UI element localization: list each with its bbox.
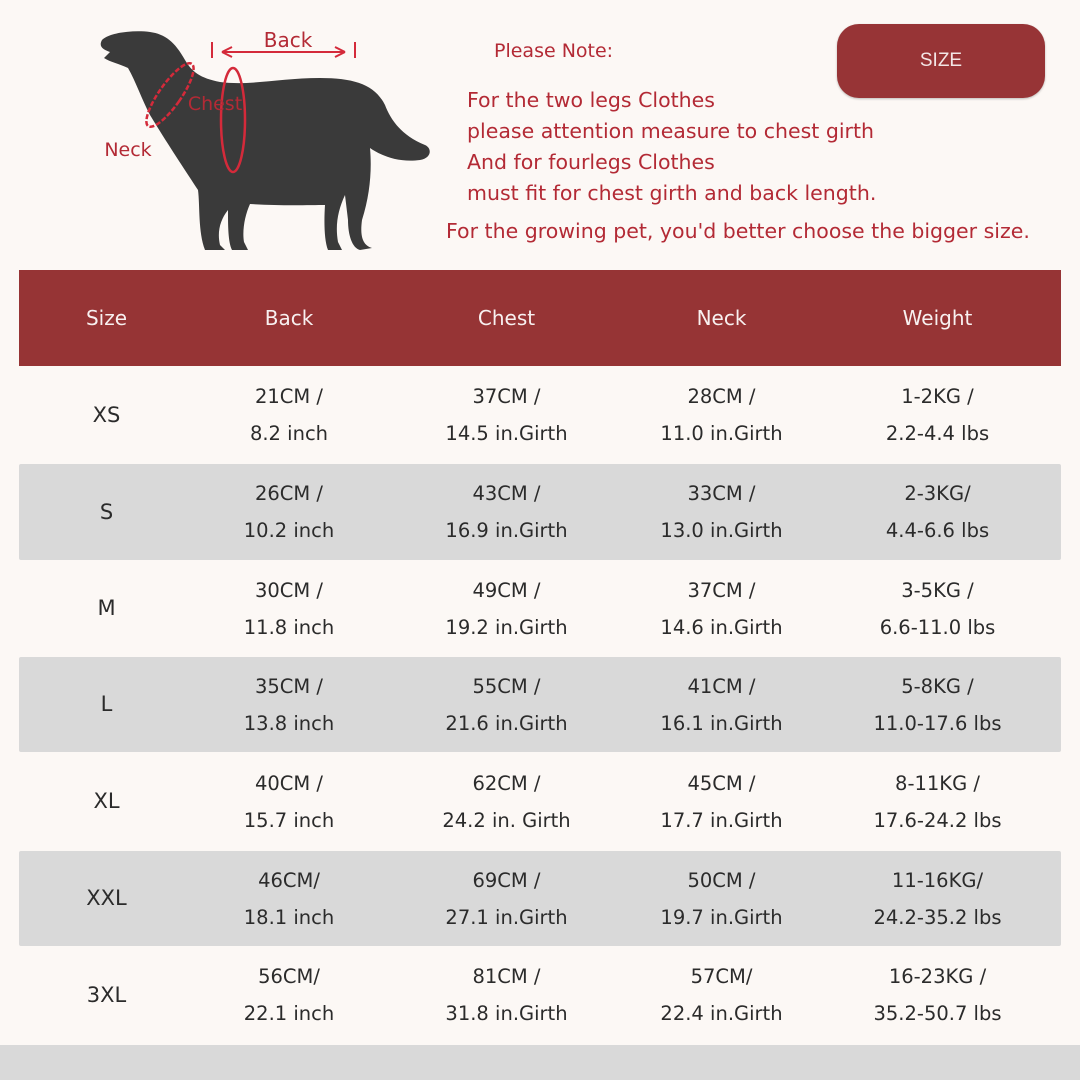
neck-inch: 17.7 in.Girth [660,808,783,832]
weight-kg: 1-2KG / [901,385,974,408]
neck-cell [629,572,814,646]
neck-cm: 41CM / [687,674,756,698]
size-chart-table [19,270,1061,1044]
chest-cm: 55CM / [472,674,541,698]
back-cell [194,958,384,1032]
weight-kg: 8-11KG / [895,771,980,795]
weight-kg: 2-3KG/ [904,482,971,505]
neck-inch: 19.7 in.Girth [660,905,783,929]
back-inch: 8.2 inch [249,422,329,445]
neck-cell [629,862,814,936]
neck-cell [629,475,814,549]
weight-cell [814,378,1061,452]
back-cell [194,668,384,742]
back-inch: 13.8 inch [243,711,335,735]
weight-lbs: 24.2-35.2 lbs [873,905,1002,929]
weight-cell [814,668,1061,742]
back-cm: 40CM / [254,771,324,795]
table-row [19,851,1061,946]
back-cell [194,862,384,936]
header-chest: Chest [477,306,536,330]
header-weight: Weight [902,306,973,330]
note-footer: For the growing pet, you'd better choose the bigger size. [446,219,1030,243]
back-cm: 26CM / [254,482,324,505]
size-cell: L [100,692,113,716]
back-cell [194,572,384,646]
chest-inch: 24.2 in. Girth [442,808,571,832]
neck-cell [629,958,814,1032]
weight-kg: 5-8KG / [901,674,974,698]
chest-cm: 49CM / [472,578,541,602]
header-neck: Neck [696,306,747,330]
weight-cell [814,572,1061,646]
weight-lbs: 6.6-11.0 lbs [879,615,996,639]
note-line: must fit for chest girth and back length. [467,181,877,205]
neck-cm: 57CM/ [690,965,753,988]
chest-cm: 81CM / [472,965,541,988]
chest-inch: 19.2 in.Girth [445,615,568,639]
neck-cell [629,378,814,452]
size-cell: XL [93,789,120,813]
size-cell: XXL [86,886,127,910]
note-line: For the two legs Clothes [467,88,715,112]
neck-inch: 14.6 in.Girth [660,615,783,639]
back-inch: 10.2 inch [243,519,335,542]
size-button[interactable]: SIZE [837,24,1045,98]
weight-lbs: 2.2-4.4 lbs [885,422,990,445]
back-cm: 46CM/ [258,868,320,892]
weight-cell [814,958,1061,1032]
back-inch: 15.7 inch [243,808,335,832]
weight-kg: 16-23KG / [888,965,987,988]
note-text [467,85,876,209]
chest-inch: 14.5 in.Girth [445,422,568,445]
chest-inch: 16.9 in.Girth [445,519,568,542]
back-inch: 11.8 inch [243,615,335,639]
weight-kg: 11-16KG/ [891,868,984,892]
weight-lbs: 11.0-17.6 lbs [873,711,1002,735]
back-inch: 18.1 inch [243,905,335,929]
header-back: Back [264,306,314,330]
back-cell [194,765,384,839]
chest-inch: 21.6 in.Girth [445,711,568,735]
header-size: Size [85,306,128,330]
back-inch: 22.1 inch [243,1002,335,1025]
note-title: Please Note: [494,40,614,62]
chest-cm: 62CM / [472,771,541,795]
table-header [19,270,1061,366]
chest-cm: 37CM / [472,385,541,408]
dog-silhouette-icon [80,20,440,260]
chest-cell [384,668,629,742]
neck-cm: 45CM / [687,771,756,795]
back-cm: 30CM / [254,578,324,602]
table-row [19,657,1061,752]
chest-cm: 43CM / [472,482,541,505]
weight-kg: 3-5KG / [901,578,974,602]
chest-label: Chest [187,93,243,115]
bottom-divider-strip [0,1045,1080,1080]
back-cm: 35CM / [254,674,324,698]
weight-cell [814,862,1061,936]
neck-cell [629,668,814,742]
neck-cm: 33CM / [687,482,756,505]
table-row [19,366,1061,464]
table-row [19,464,1061,560]
back-cell [194,475,384,549]
back-cm: 56CM/ [258,965,320,988]
back-cell [194,378,384,452]
size-cell: M [97,596,116,620]
weight-cell [814,475,1061,549]
neck-cm: 28CM / [687,385,756,408]
chest-cell [384,765,629,839]
back-label: Back [263,28,313,52]
chest-cm: 69CM / [472,868,541,892]
chest-cell [384,475,629,549]
size-cell: 3XL [86,982,127,1007]
chest-cell [384,572,629,646]
chest-inch: 27.1 in.Girth [445,905,568,929]
chest-cell [384,378,629,452]
neck-inch: 22.4 in.Girth [660,1002,783,1025]
chest-cell [384,862,629,936]
neck-cell [629,765,814,839]
neck-inch: 13.0 in.Girth [660,519,783,542]
neck-inch: 11.0 in.Girth [660,422,783,445]
dog-measurement-diagram [80,20,440,260]
table-row [19,560,1061,657]
neck-cm: 50CM / [687,868,756,892]
table-row [19,752,1061,851]
neck-cm: 37CM / [687,578,756,602]
back-cm: 21CM / [254,385,324,408]
weight-cell [814,765,1061,839]
size-cell: XS [92,402,121,427]
note-line: please attention measure to chest girth [467,119,875,143]
weight-lbs: 35.2-50.7 lbs [873,1002,1002,1025]
table-row [19,946,1061,1044]
neck-label: Neck [104,139,152,161]
neck-inch: 16.1 in.Girth [660,711,783,735]
weight-lbs: 17.6-24.2 lbs [873,808,1002,832]
size-cell: S [99,499,114,524]
weight-lbs: 4.4-6.6 lbs [885,519,990,542]
note-line: And for fourlegs Clothes [467,150,715,174]
chest-cell [384,958,629,1032]
chest-inch: 31.8 in.Girth [445,1002,568,1025]
